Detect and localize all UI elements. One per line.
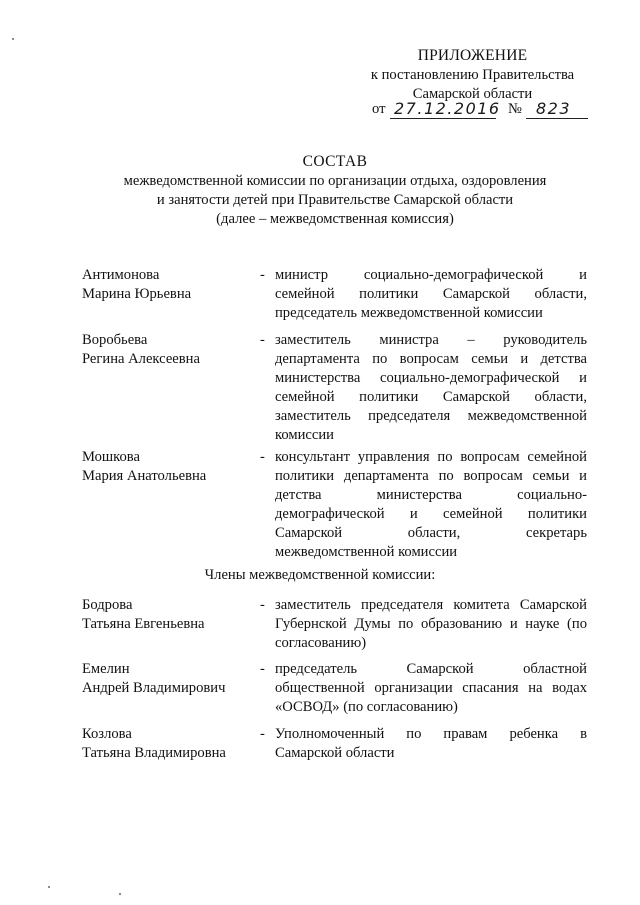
- role-line: согласованию): [275, 635, 367, 651]
- member-given-name: Татьяна Владимировна: [82, 745, 226, 761]
- role-line: общественной организации спасания на водах: [275, 680, 587, 696]
- member-name: [82, 266, 252, 304]
- role-line: заместитель председателя межведомственной: [275, 408, 587, 424]
- role-line: семейной политики Самарской области,: [275, 389, 587, 405]
- number-prefix: №: [508, 101, 522, 117]
- member-given-name: Андрей Владимирович: [82, 680, 226, 696]
- entry-dash: -: [260, 597, 265, 613]
- member-surname: Бодрова: [82, 597, 133, 613]
- number-underline: [526, 118, 588, 119]
- member-surname: Мошкова: [82, 449, 140, 465]
- role-line: Самарской области, секретарь: [275, 525, 587, 541]
- role-line: министр социально-демографической и: [275, 267, 587, 283]
- date-number-line: [372, 100, 588, 122]
- members-heading: Члены межведомственной комиссии:: [204, 567, 436, 583]
- member-role: [275, 266, 587, 323]
- role-line: детства министерства социально-: [275, 487, 587, 503]
- heading-line-1: межведомственной комиссии по организации отдыха, оздоровления: [123, 173, 547, 189]
- member-role: [275, 596, 587, 653]
- member-given-name: Мария Анатольевна: [82, 468, 207, 484]
- member-name: [82, 448, 252, 486]
- member-given-name: Регина Алексеевна: [82, 351, 200, 367]
- role-line: министерства социально-демографической и: [275, 370, 587, 386]
- member-surname: Антимонова: [82, 267, 160, 283]
- member-name: [82, 725, 252, 763]
- role-line: заместитель министра – руководитель: [275, 332, 587, 348]
- scan-speck: [12, 38, 14, 40]
- member-role: [275, 448, 587, 562]
- member-role: [275, 331, 587, 445]
- entry-dash: -: [260, 267, 265, 283]
- entry-dash: -: [260, 726, 265, 742]
- role-line: «ОСВОД» (по согласованию): [275, 699, 458, 715]
- member-given-name: Марина Юрьевна: [82, 286, 192, 302]
- role-line: семейной политики Самарской области,: [275, 286, 587, 302]
- entry-dash: -: [260, 661, 265, 677]
- appendix-line-1: к постановлению Правительства: [370, 67, 575, 83]
- appendix-title: ПРИЛОЖЕНИЕ: [417, 47, 528, 64]
- appendix-line-2: Самарской области: [412, 86, 533, 102]
- member-name: [82, 596, 252, 634]
- entry-dash: -: [260, 332, 265, 348]
- date-prefix: от: [372, 101, 386, 117]
- role-line: председатель межведомственной комиссии: [275, 305, 543, 321]
- member-name: [82, 660, 252, 698]
- scan-speck: [119, 893, 121, 895]
- role-line: демографической и семейной политики: [275, 506, 587, 522]
- member-name: [82, 331, 252, 369]
- role-line: Губернской Думы по образованию и науке (по: [275, 616, 587, 632]
- role-line: Самарской области: [275, 745, 395, 761]
- role-line: межведомственной комиссии: [275, 544, 458, 560]
- entry-dash: -: [260, 449, 265, 465]
- heading-title: СОСТАВ: [302, 153, 368, 170]
- role-line: председатель Самарской областной: [275, 661, 587, 677]
- document-heading: [40, 152, 630, 229]
- appendix-block: [355, 46, 590, 104]
- member-role: [275, 660, 587, 717]
- number-handwritten: 823: [536, 99, 572, 118]
- member-surname: Воробьева: [82, 332, 148, 348]
- role-line: Уполномоченный по правам ребенка в: [275, 726, 587, 742]
- role-line: заместитель председателя комитета Самарской: [275, 597, 587, 613]
- role-line: политики департамента по вопросам семьи и: [275, 468, 587, 484]
- date-handwritten: 27.12.2016: [394, 99, 501, 118]
- member-surname: Козлова: [82, 726, 132, 742]
- role-line: департамента по вопросам семьи и детства: [275, 351, 587, 367]
- scan-speck: [48, 886, 50, 888]
- member-surname: Емелин: [82, 661, 130, 677]
- heading-line-3: (далее – межведомственная комиссия): [216, 211, 454, 227]
- member-given-name: Татьяна Евгеньевна: [82, 616, 205, 632]
- role-line: комиссии: [275, 427, 334, 443]
- date-underline: [390, 118, 496, 119]
- member-role: [275, 725, 587, 763]
- role-line: консультант управления по вопросам семейной: [275, 449, 587, 465]
- heading-line-2: и занятости детей при Правительстве Самарской области: [156, 192, 514, 208]
